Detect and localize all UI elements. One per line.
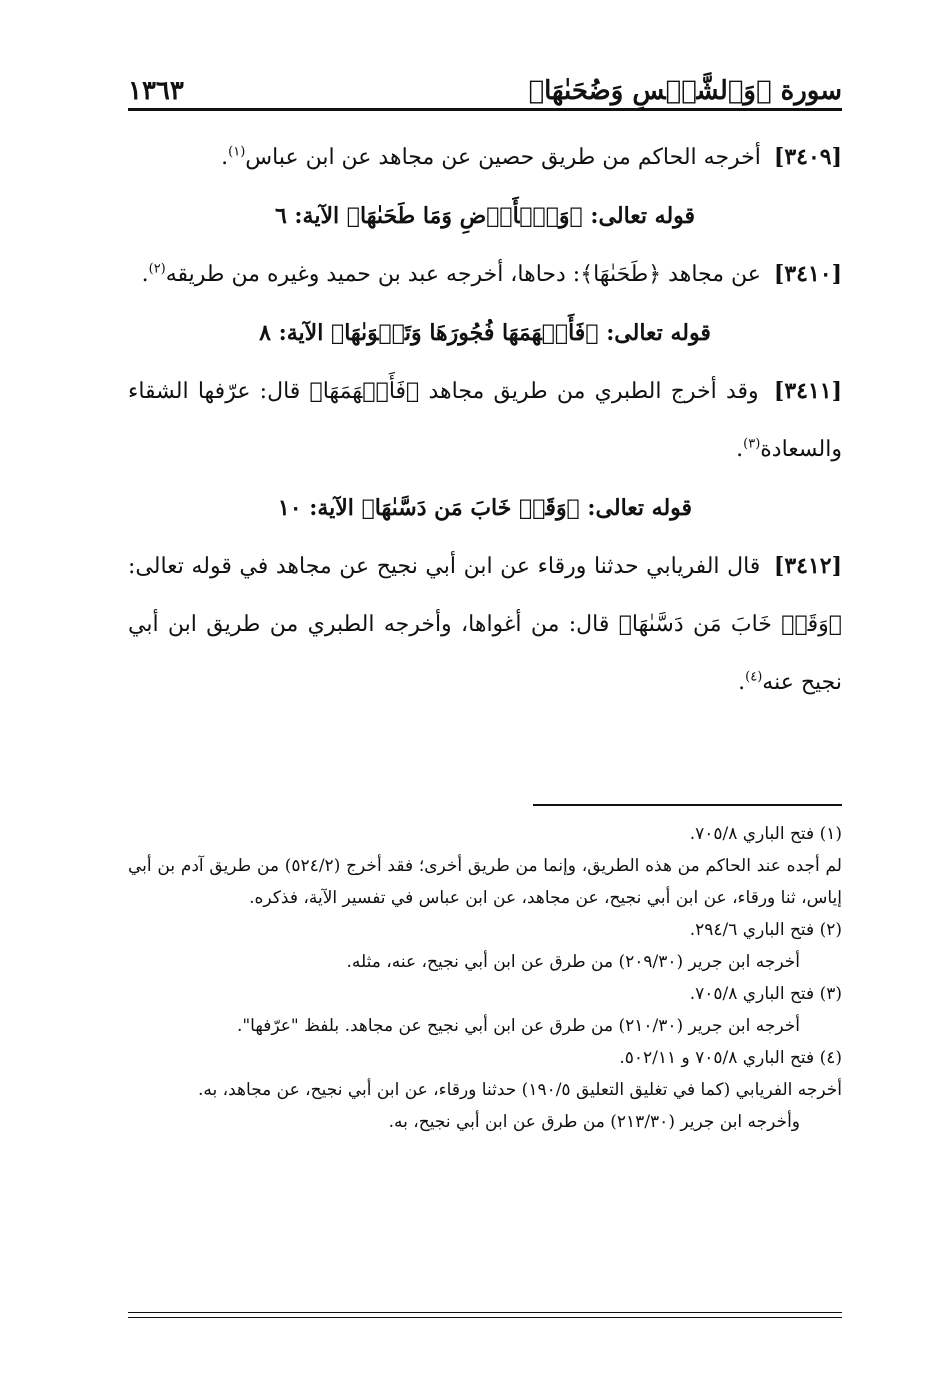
verse-heading-6: قوله تعالى: ﴿وَٱلۡأَرۡضِ وَمَا طَحَىٰهَا﴾ الآية: ٦: [274, 203, 696, 229]
footnote-4-detail-2: وأخرجه ابن جرير (٢١٣/٣٠) من طرق عن ابن أبي نجيح، به.: [388, 1112, 800, 1132]
footnote-1-detail: لم أجده عند الحاكم من هذه الطريق، وإنما من طريق أخرى؛ فقد أخرج (٥٢٤/٢) من طريق آدم بن أبي إياس، ثنا ورقاء، عن ابن أبي نجيح، عن مجاهد، عن ابن عباس في تفسير الآية، فذكره.: [128, 856, 842, 908]
entry-number: [٣٤١٠]: [773, 261, 842, 287]
footnote-marker: (٤): [745, 669, 763, 685]
entry-number: [٣٤١٢]: [773, 553, 842, 579]
entry-3409: [٣٤٠٩] أخرجه الحاكم من طريق حصين عن مجاهد عن ابن عباس$^{(١)}$.: [221, 144, 842, 170]
header-rule: [128, 108, 842, 111]
bottom-rule: [128, 1312, 842, 1318]
entry-text: وقد أخرج الطبري من طريق مجاهد ﴿فَأَلۡهَمَهَا﴾ قال: عرّفها الشقاء والسعادة: [128, 379, 842, 462]
verse-heading-8: قوله تعالى: ﴿فَأَلۡهَمَهَا فُجُورَهَا وَتَقۡوَىٰهَا﴾ الآية: ٨: [259, 320, 711, 346]
entry-3410: [٣٤١٠] عن مجاهد ﴿طَحَىٰهَا﴾: دحاها، أخرجه عبد بن حميد وغيره من طريقه$^{(٢)}$.: [141, 261, 842, 287]
footnote-marker: (٢): [148, 261, 166, 277]
page-header: [128, 66, 842, 106]
entry-number: [٣٤١١]: [773, 378, 843, 404]
footnotes: [128, 818, 842, 1138]
entry-number: [٣٤٠٩]: [773, 144, 842, 170]
page-number: ١٣٦٣: [128, 76, 184, 106]
entry-3411: [٣٤١١] وقد أخرج الطبري من طريق مجاهد ﴿فَأَلۡهَمَهَا﴾ قال: عرّفها الشقاء والسعادة$^{(٣)}$.: [128, 378, 843, 462]
entry-text: قال الفريابي حدثنا ورقاء عن ابن أبي نجيح عن مجاهد في قوله تعالى: ﴿وَقَدۡ خَابَ مَن دَسَّىٰهَا﴾ قال: من أغواها، وأخرجه الطبري من طريق ابن أبي نجيح عنه: [128, 554, 842, 695]
footnote-2-detail: أخرجه ابن جرير (٢٠٩/٣٠) من طرق عن ابن أبي نجيح، عنه، مثله.: [346, 952, 800, 972]
entry-text: عن مجاهد ﴿طَحَىٰهَا﴾: دحاها، أخرجه عبد بن حميد وغيره من طريقه: [165, 262, 761, 287]
footnote-4-detail-1: أخرجه الفريابي (كما في تغليق التعليق ١٩٠/٥) حدثنا ورقاء، عن ابن أبي نجيح، عن مجاهد، به.: [197, 1080, 842, 1100]
footnote-1-source: (١) فتح الباري ٧٠٥/٨.: [689, 824, 842, 844]
footnote-2-source: (٢) فتح الباري ٢٩٤/٦.: [689, 920, 842, 940]
footnote-marker: (٣): [743, 436, 761, 452]
verse-heading-10: قوله تعالى: ﴿وَقَدۡ خَابَ مَن دَسَّىٰهَا﴾ الآية: ١٠: [277, 495, 693, 521]
footnote-marker: (١): [228, 144, 246, 160]
surah-title: سورة ﴿وَٱلشَّمۡسِ وَضُحَىٰهَا﴾: [528, 76, 842, 106]
footnote-3-detail: أخرجه ابن جرير (٢١٠/٣٠) من طرق عن ابن أبي نجيح عن مجاهد. بلفظ "عرّفها".: [236, 1016, 800, 1036]
footnote-4-source: (٤) فتح الباري ٧٠٥/٨ و ٥٠٢/١١.: [619, 1048, 842, 1068]
main-text: [128, 128, 842, 712]
entry-text: أخرجه الحاكم من طريق حصين عن مجاهد عن ابن عباس: [245, 145, 761, 170]
footnote-separator: [533, 804, 842, 806]
footnote-3-source: (٣) فتح الباري ٧٠٥/٨.: [689, 984, 842, 1004]
entry-3412: [٣٤١٢] قال الفريابي حدثنا ورقاء عن ابن أبي نجيح عن مجاهد في قوله تعالى: ﴿وَقَدۡ خَابَ مَن دَسَّىٰهَا﴾ قال: من أغواها، وأخرجه الطبري من طريق ابن أبي نجيح عنه$^{(٤)}$.: [128, 553, 842, 695]
